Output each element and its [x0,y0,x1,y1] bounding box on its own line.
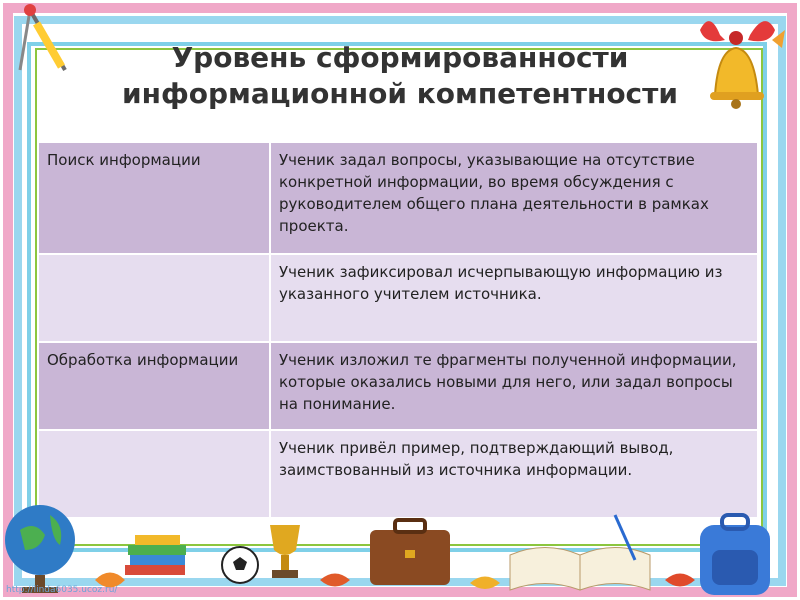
backpack-icon [700,515,770,595]
table-row [38,142,758,254]
trophy-icon [270,525,300,578]
source-link[interactable]: http://linda6035.ucoz.ru/ [6,585,118,595]
description-cell: Ученик изложил те фрагменты полученной информации, которые оказались новыми для него, или задал вопросы на понимание. [270,342,758,430]
table-row [38,342,758,430]
ball-icon [222,547,258,583]
books-icon [125,535,186,575]
description-cell: Ученик привёл пример, подтверждающий вывод, заимствованный из источника информации. [270,430,758,518]
briefcase-icon [370,520,450,585]
slide-title [70,40,730,112]
open-book-icon [510,515,650,590]
compass-icon [10,0,80,80]
category-cell: Поиск информации [38,142,270,254]
school-supplies-decoration [0,495,800,600]
title-line-1: Уровень сформированности [171,41,629,74]
description-cell: Ученик задал вопросы, указывающие на отсутствие конкретной информации, во время обсуждения с руководителем общего плана деятельности в рамках проекта. [270,142,758,254]
description-cell: Ученик зафиксировал исчерпывающую информацию из указанного учителем источника. [270,254,758,342]
title-line-2: информационной компетентности [122,77,678,110]
competence-table [38,142,758,518]
category-cell: Обработка информации [38,342,270,430]
table-row [38,254,758,342]
globe-icon [5,505,75,593]
bell-icon [690,0,800,120]
category-cell [38,254,270,342]
